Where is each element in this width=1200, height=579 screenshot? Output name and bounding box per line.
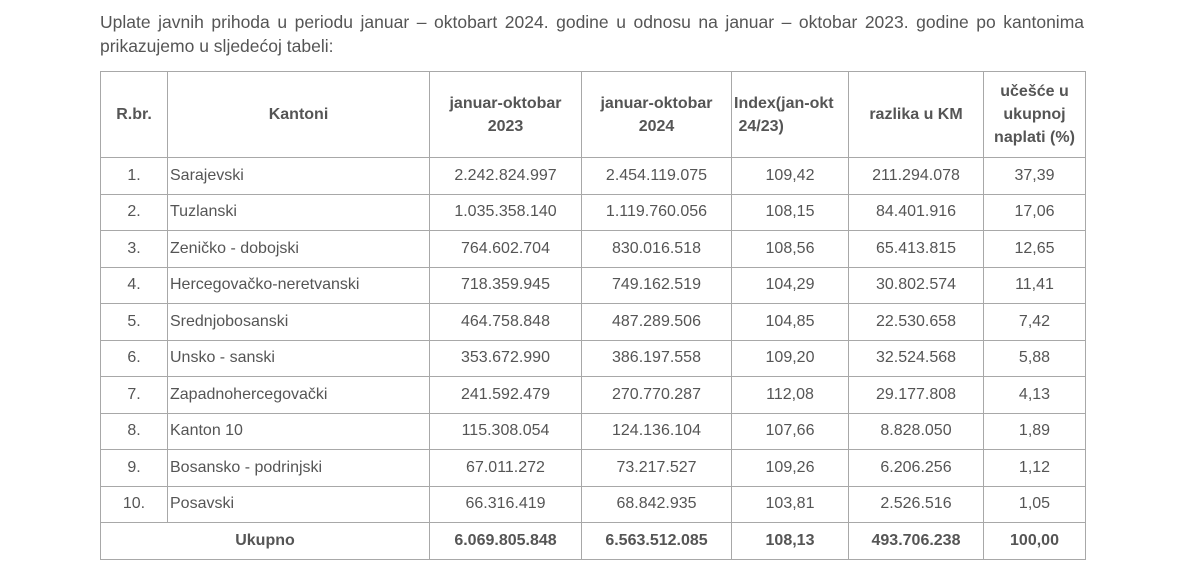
- cell-rbr: 3.: [101, 231, 168, 268]
- cell-rbr: 5.: [101, 304, 168, 341]
- cell-rbr: 8.: [101, 413, 168, 450]
- cell-ucesce: 1,89: [984, 413, 1086, 450]
- cell-kanton: Hercegovačko-neretvanski: [168, 267, 430, 304]
- cell-rbr: 1.: [101, 158, 168, 195]
- cell-2023: 464.758.848: [430, 304, 582, 341]
- total-razlika: 493.706.238: [849, 523, 984, 560]
- cell-razlika: 2.526.516: [849, 486, 984, 523]
- cell-rbr: 6.: [101, 340, 168, 377]
- cell-kanton: Unsko - sanski: [168, 340, 430, 377]
- cell-kanton: Posavski: [168, 486, 430, 523]
- cell-ucesce: 1,05: [984, 486, 1086, 523]
- cell-2023: 115.308.054: [430, 413, 582, 450]
- cell-2024: 270.770.287: [582, 377, 732, 414]
- cell-2023: 718.359.945: [430, 267, 582, 304]
- cell-razlika: 8.828.050: [849, 413, 984, 450]
- table-row: [101, 450, 1086, 487]
- total-row: [101, 523, 1086, 560]
- cell-razlika: 211.294.078: [849, 158, 984, 195]
- revenue-table: [100, 71, 1086, 560]
- cell-rbr: 10.: [101, 486, 168, 523]
- cell-index: 109,42: [732, 158, 849, 195]
- cell-razlika: 84.401.916: [849, 194, 984, 231]
- cell-index: 109,20: [732, 340, 849, 377]
- cell-razlika: 32.524.568: [849, 340, 984, 377]
- cell-ucesce: 12,65: [984, 231, 1086, 268]
- cell-2024: 830.016.518: [582, 231, 732, 268]
- cell-2023: 764.602.704: [430, 231, 582, 268]
- cell-2024: 386.197.558: [582, 340, 732, 377]
- cell-index: 104,29: [732, 267, 849, 304]
- cell-razlika: 30.802.574: [849, 267, 984, 304]
- cell-index: 108,56: [732, 231, 849, 268]
- cell-2023: 66.316.419: [430, 486, 582, 523]
- cell-kanton: Zeničko - dobojski: [168, 231, 430, 268]
- table-row: [101, 267, 1086, 304]
- cell-ucesce: 11,41: [984, 267, 1086, 304]
- cell-ucesce: 5,88: [984, 340, 1086, 377]
- header-rbr: R.br.: [101, 72, 168, 158]
- cell-index: 107,66: [732, 413, 849, 450]
- cell-kanton: Srednjobosanski: [168, 304, 430, 341]
- cell-kanton: Bosansko - podrinjski: [168, 450, 430, 487]
- total-index: 108,13: [732, 523, 849, 560]
- cell-index: 112,08: [732, 377, 849, 414]
- cell-kanton: Zapadnohercegovački: [168, 377, 430, 414]
- cell-2023: 353.672.990: [430, 340, 582, 377]
- cell-2023: 1.035.358.140: [430, 194, 582, 231]
- table-row: [101, 377, 1086, 414]
- cell-ucesce: 4,13: [984, 377, 1086, 414]
- cell-rbr: 7.: [101, 377, 168, 414]
- cell-2024: 68.842.935: [582, 486, 732, 523]
- header-kantoni: Kantoni: [168, 72, 430, 158]
- table-row: [101, 413, 1086, 450]
- cell-2024: 749.162.519: [582, 267, 732, 304]
- header-razlika: razlika u KM: [849, 72, 984, 158]
- header-ucesce: učešće u ukupnoj naplati (%): [984, 72, 1086, 158]
- cell-index: 108,15: [732, 194, 849, 231]
- header-2024: januar-oktobar 2024: [582, 72, 732, 158]
- cell-ucesce: 17,06: [984, 194, 1086, 231]
- intro-paragraph: Uplate javnih prihoda u periodu januar – oktobart 2024. godine u odnosu na januar – oktobar 2023. godine po kantonima prikazujemo u sljedećoj tabeli:: [100, 12, 1084, 56]
- cell-rbr: 2.: [101, 194, 168, 231]
- cell-index: 103,81: [732, 486, 849, 523]
- table-row: [101, 158, 1086, 195]
- table-row: [101, 340, 1086, 377]
- cell-razlika: 29.177.808: [849, 377, 984, 414]
- header-index: Index(jan-okt 24/23): [732, 72, 849, 158]
- total-label: Ukupno: [101, 523, 430, 560]
- cell-rbr: 4.: [101, 267, 168, 304]
- total-ucesce: 100,00: [984, 523, 1086, 560]
- cell-2024: 487.289.506: [582, 304, 732, 341]
- cell-razlika: 65.413.815: [849, 231, 984, 268]
- cell-ucesce: 7,42: [984, 304, 1086, 341]
- table-row: [101, 304, 1086, 341]
- table-row: [101, 194, 1086, 231]
- cell-razlika: 6.206.256: [849, 450, 984, 487]
- total-2023: 6.069.805.848: [430, 523, 582, 560]
- header-2023: januar-oktobar 2023: [430, 72, 582, 158]
- cell-2024: 124.136.104: [582, 413, 732, 450]
- total-2024: 6.563.512.085: [582, 523, 732, 560]
- cell-index: 104,85: [732, 304, 849, 341]
- cell-rbr: 9.: [101, 450, 168, 487]
- cell-2024: 2.454.119.075: [582, 158, 732, 195]
- cell-ucesce: 1,12: [984, 450, 1086, 487]
- cell-razlika: 22.530.658: [849, 304, 984, 341]
- cell-kanton: Sarajevski: [168, 158, 430, 195]
- cell-2024: 73.217.527: [582, 450, 732, 487]
- table-row: [101, 231, 1086, 268]
- cell-2023: 2.242.824.997: [430, 158, 582, 195]
- cell-index: 109,26: [732, 450, 849, 487]
- table-row: [101, 486, 1086, 523]
- table-header-row: [101, 72, 1086, 158]
- cell-2023: 241.592.479: [430, 377, 582, 414]
- cell-2024: 1.119.760.056: [582, 194, 732, 231]
- cell-2023: 67.011.272: [430, 450, 582, 487]
- cell-ucesce: 37,39: [984, 158, 1086, 195]
- cell-kanton: Tuzlanski: [168, 194, 430, 231]
- cell-kanton: Kanton 10: [168, 413, 430, 450]
